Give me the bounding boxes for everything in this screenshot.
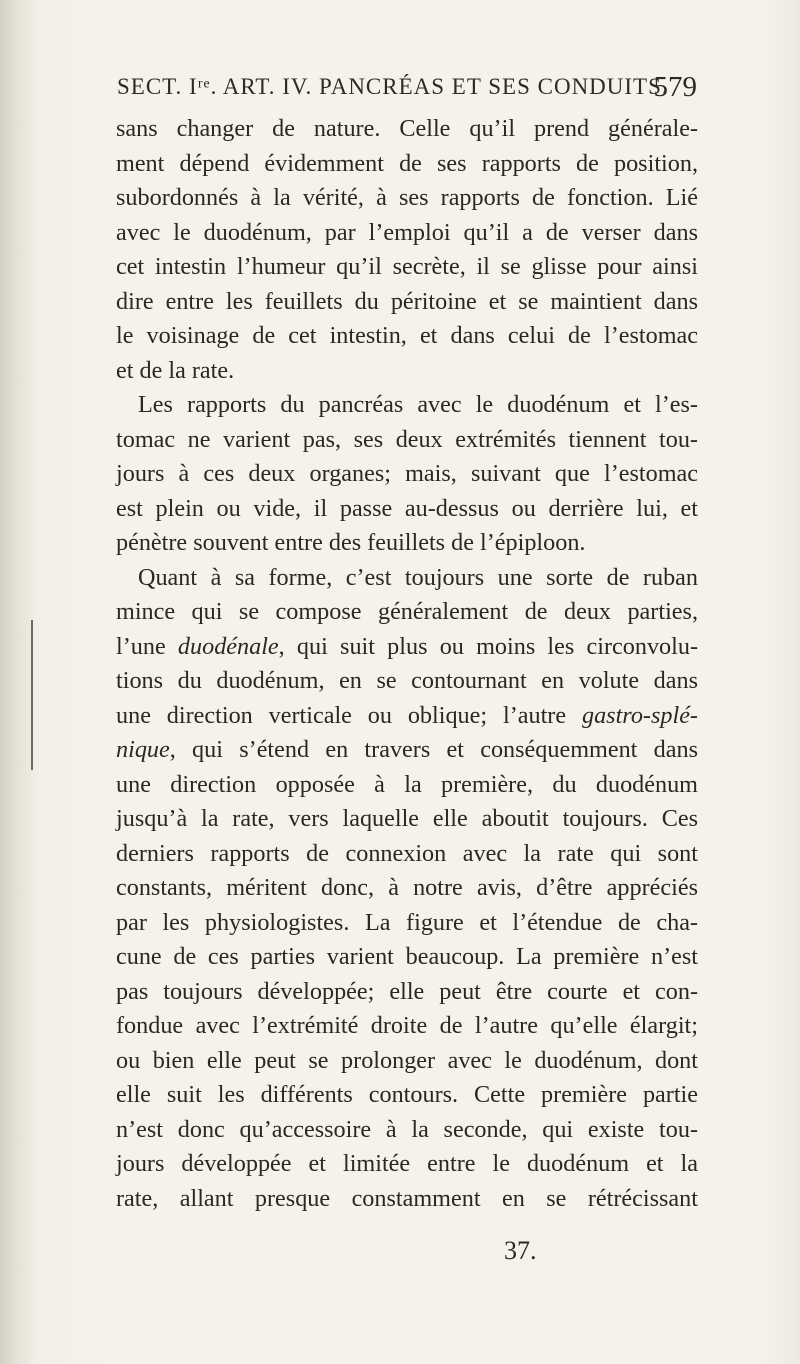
text-line: Les rapports du pancréas avec le duodénum et l’es- [138,391,698,418]
margin-mark [31,620,33,770]
text-line-mixed [116,699,698,734]
text-line: sans changer de nature. Celle qu’il prend générale- [116,115,698,142]
text-line: elle suit les différents contours. Cette première partie [116,1081,698,1108]
running-head [117,71,697,108]
text-line: le voisinage de cet intestin, et dans celui de l’estomac [116,322,698,349]
text-line: tions du duodénum, en se contournant en volute dans [116,667,698,694]
text-segment: une direction verticale ou oblique; l’autre [116,701,582,729]
text-segment: , qui s’étend en travers et conséquemment dans [169,736,698,763]
text-line: subordonnés à la vérité, à ses rapports de fonction. Lié [116,184,698,211]
text-line: Quant à sa forme, c’est toujours une sorte de ruban [138,563,698,591]
text-line: pas toujours développée; elle peut être courte et con- [116,977,698,1005]
text-segment: , qui suit plus ou moins les circonvolu- [278,632,698,660]
text-line: jours à ces deux organes; mais, suivant que l’estomac [116,460,698,487]
text-line: dire entre les feuillets du péritoine et se maintient dans [116,287,698,315]
text-line-mixed [116,733,698,768]
italic-term: gastro-splé- [581,701,698,729]
section-title: SECT. Iʳᵉ. ART. IV. PANCRÉAS ET SES CONDUITS. [117,74,669,99]
signature-mark: 37. [504,1236,537,1265]
text-line: avec le duodénum, par l’emploi qu’il a de verser dans [116,218,698,246]
text-line: jusqu’à la rate, vers laquelle elle aboutit toujours. Ces [116,805,698,832]
body-text [116,112,698,1216]
text-line: une direction opposée à la première, du duodénum [116,770,698,798]
text-line: pénètre souvent entre des feuillets de l’épiploon. [116,529,586,556]
page-number: 579 [653,71,697,103]
text-line: est plein ou vide, il passe au-dessus ou derrière lui, et [116,494,698,522]
text-line: derniers rapports de connexion avec la rate qui sont [116,839,698,867]
text-line: tomac ne varient pas, ses deux extrémités tiennent tou- [116,425,698,453]
text-line: rate, allant presque constamment en se rétrécissant [116,1184,698,1212]
italic-term: nique [116,736,170,763]
text-line: ment dépend évidemment de ses rapports de position, [116,149,698,177]
text-line: jours développée et limitée entre le duodénum et la [116,1150,698,1177]
spine-shadow [0,0,34,1364]
text-line: par les physiologistes. La figure et l’étendue de cha- [116,908,698,936]
text-line-mixed [116,630,698,665]
text-line: n’est donc qu’accessoire à la seconde, qui existe tou- [116,1115,698,1143]
text-segment: l’une [116,632,178,660]
text-line: cet intestin l’humeur qu’il secrète, il se glisse pour ainsi [116,253,698,280]
text-line: et de la rate. [116,356,235,384]
italic-term: duodénale [177,632,279,660]
text-line: constants, méritent donc, à notre avis, d’être appréciés [116,874,698,901]
text-line: cune de ces parties varient beaucoup. La première n’est [116,943,698,970]
text-line: mince qui se compose généralement de deux parties, [116,598,698,625]
text-line: fondue avec l’extrémité droite de l’autre qu’elle élargit; [116,1012,698,1039]
text-line: ou bien elle peut se prolonger avec le duodénum, dont [116,1046,698,1074]
